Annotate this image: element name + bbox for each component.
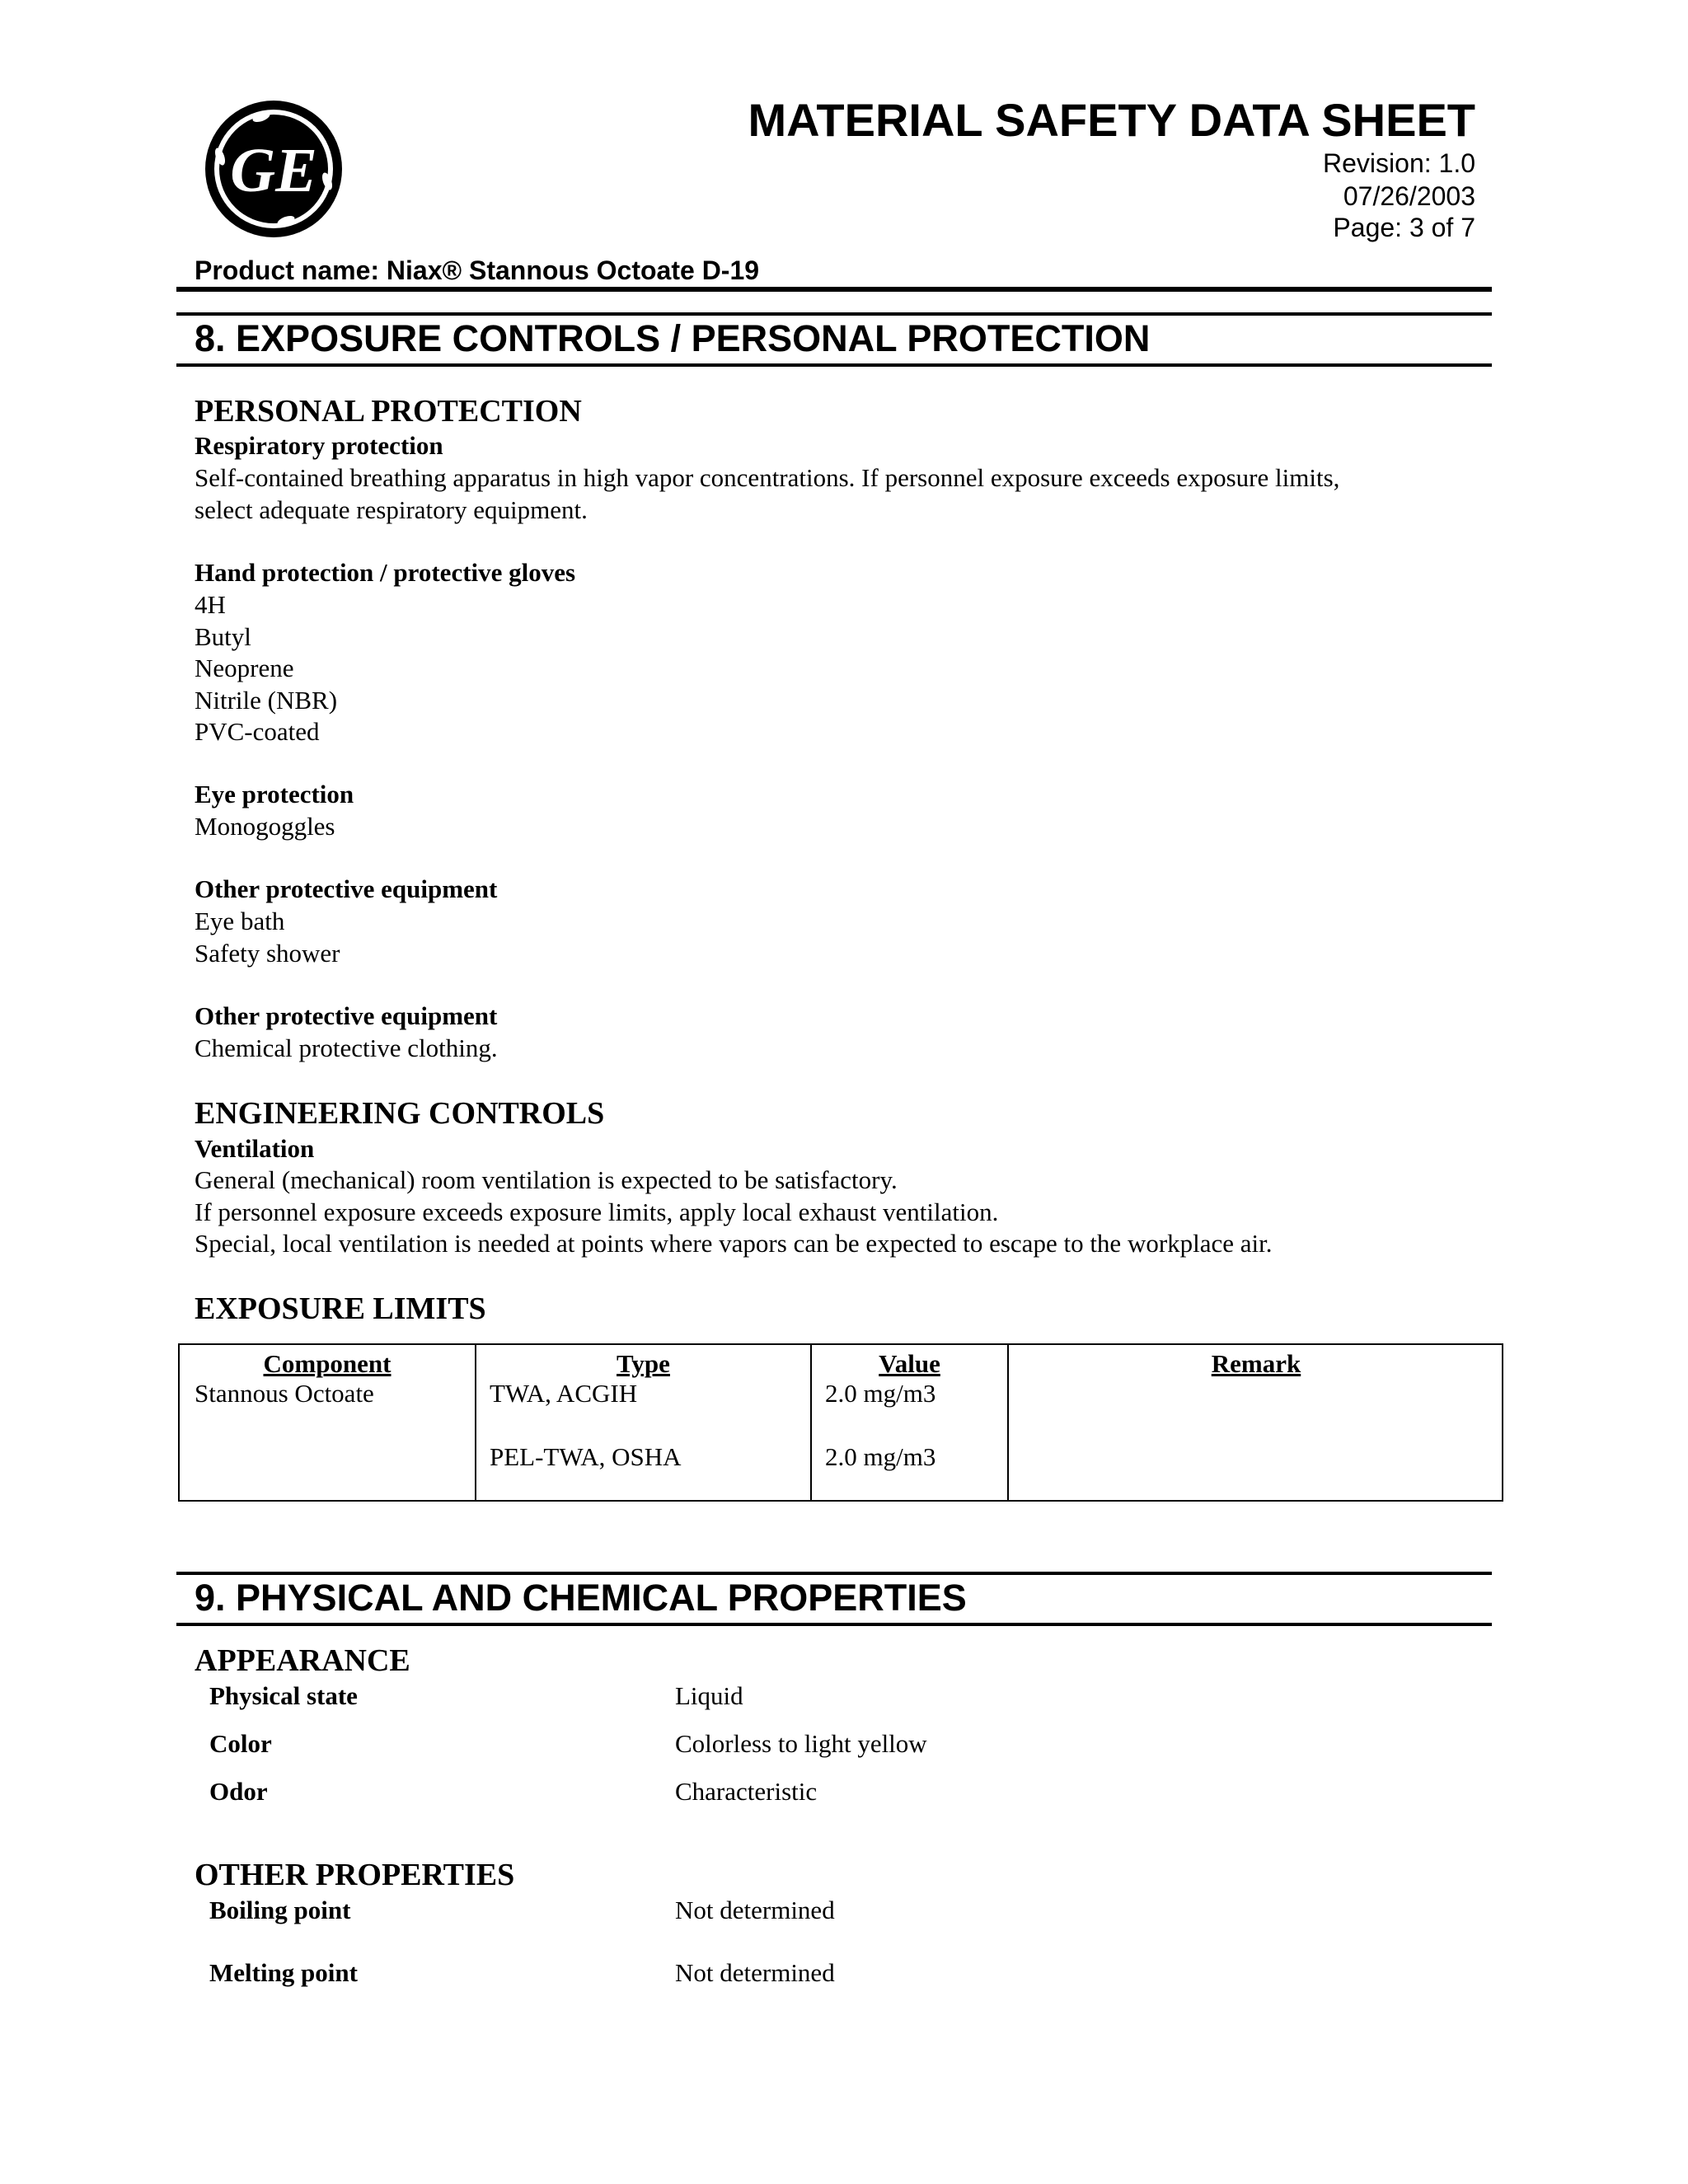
column-header-remark: Remark (1211, 1349, 1301, 1378)
other-protective-equipment-list-2 (195, 1033, 498, 1065)
text-line: General (mechanical) room ventilation is expected to be satisfactory. (195, 1165, 898, 1194)
hand-protection-list (195, 589, 337, 748)
section9-title: 9. PHYSICAL AND CHEMICAL PROPERTIES (195, 1577, 967, 1619)
exposure-limits-heading: EXPOSURE LIMITS (195, 1291, 486, 1326)
property-label-color: Color (209, 1729, 272, 1758)
product-name: Product name: Niax® Stannous Octoate D-19 (195, 255, 760, 285)
personal-protection-heading: PERSONAL PROTECTION (195, 394, 582, 429)
eye-protection-label: Eye protection (195, 780, 354, 808)
revision-number: Revision: 1.0 (1323, 148, 1475, 178)
header-rule (176, 287, 1492, 292)
section9-top-rule (176, 1572, 1492, 1575)
section8-title: 8. EXPOSURE CONTROLS / PERSONAL PROTECTION (195, 317, 1151, 359)
text-line: Self-contained breathing apparatus in high vapor concentrations. If personnel exposure exceeds exposure limits, (195, 463, 1340, 492)
section8-top-rule (176, 312, 1492, 316)
property-label-physical-state: Physical state (209, 1681, 358, 1710)
column-header-type: Type (617, 1349, 670, 1378)
respiratory-protection-label: Respiratory protection (195, 431, 443, 460)
text-line: select adequate respiratory equipment. (195, 494, 588, 524)
list-item: PVC-coated (195, 717, 320, 746)
ventilation-text (195, 1165, 1273, 1260)
cell-type: PEL-TWA, OSHA (490, 1442, 682, 1471)
property-value-melting-point: Not determined (675, 1958, 835, 1987)
list-item: Chemical protective clothing. (195, 1033, 498, 1062)
property-value-odor: Characteristic (675, 1777, 818, 1806)
ventilation-label: Ventilation (195, 1134, 315, 1163)
column-header-component: Component (263, 1349, 392, 1378)
other-properties-heading: OTHER PROPERTIES (195, 1858, 515, 1892)
appearance-heading: APPEARANCE (195, 1643, 410, 1678)
section8-bottom-rule (176, 363, 1492, 367)
property-value-color: Colorless to light yellow (675, 1729, 927, 1758)
exposure-limits-table (178, 1343, 1503, 1502)
logo-lettering: GE (230, 136, 317, 205)
ge-logo (204, 99, 344, 239)
list-item: Butyl (195, 621, 251, 651)
respiratory-protection-text (195, 462, 1339, 526)
document-title: MATERIAL SAFETY DATA SHEET (748, 94, 1475, 146)
other-protective-equipment-label-2: Other protective equipment (195, 1001, 498, 1030)
page-number: Page: 3 of 7 (1333, 213, 1475, 242)
cell-value: 2.0 mg/m3 (825, 1379, 936, 1408)
list-item: Monogoggles (195, 812, 335, 841)
other-protective-equipment-list (195, 906, 340, 969)
column-header-value: Value (879, 1349, 940, 1378)
cell-component: Stannous Octoate (195, 1379, 374, 1408)
cell-value: 2.0 mg/m3 (825, 1442, 936, 1471)
cell-type: TWA, ACGIH (490, 1379, 638, 1408)
list-item: Neoprene (195, 654, 294, 682)
property-value-physical-state: Liquid (675, 1681, 743, 1710)
engineering-controls-heading: ENGINEERING CONTROLS (195, 1096, 605, 1131)
property-value-boiling-point: Not determined (675, 1896, 835, 1924)
eye-protection-list (195, 811, 335, 843)
text-line: Special, local ventilation is needed at points where vapors can be expected to escape to the workplace air. (195, 1229, 1273, 1258)
revision-date: 07/26/2003 (1343, 181, 1475, 211)
property-label-odor: Odor (209, 1777, 268, 1806)
property-label-melting-point: Melting point (209, 1958, 358, 1987)
text-line: If personnel exposure exceeds exposure limits, apply local exhaust ventilation. (195, 1197, 999, 1226)
section9-bottom-rule (176, 1623, 1492, 1626)
list-item: Safety shower (195, 938, 340, 968)
hand-protection-label: Hand protection / protective gloves (195, 558, 576, 587)
list-item: Nitrile (NBR) (195, 685, 338, 715)
list-item: 4H (195, 590, 226, 619)
other-protective-equipment-label: Other protective equipment (195, 874, 498, 903)
list-item: Eye bath (195, 907, 285, 935)
property-label-boiling-point: Boiling point (209, 1896, 351, 1924)
